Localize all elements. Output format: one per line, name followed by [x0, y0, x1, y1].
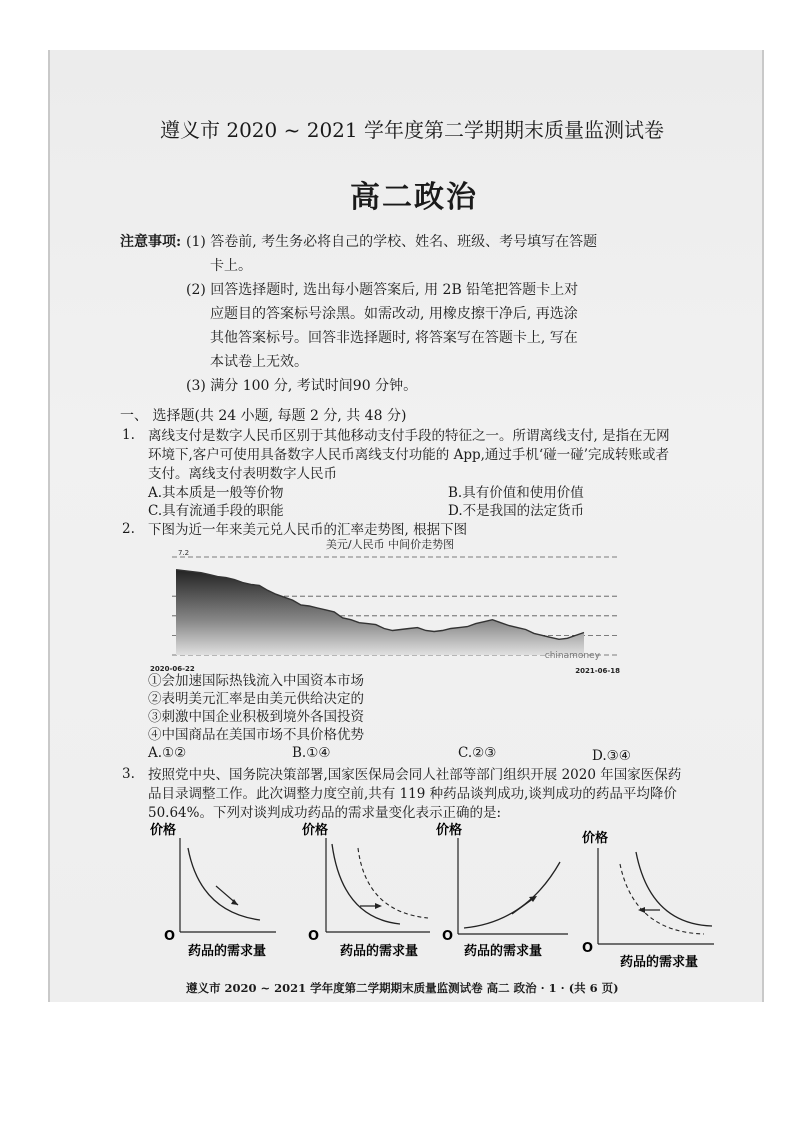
- exam-title: 遵义市 2020 ~ 2021 学年度第二学期期末质量监测试卷: [160, 118, 664, 142]
- svg-text:B: [362, 969, 371, 970]
- statement: ③刺激中国企业积极到境外各国投资: [148, 709, 364, 725]
- y-tick-label: 7.2: [178, 549, 190, 557]
- svg-text:O: O: [164, 929, 176, 944]
- page-footer: 遵义市 2020 ~ 2021 学年度第二学期期末质量监测试卷 高二 政治 · 1 · (共 6 页): [186, 981, 619, 995]
- question-number: 1.: [122, 427, 135, 443]
- note-line: (3) 满分 100 分, 考试时间90 分钟。: [186, 378, 418, 394]
- svg-text:药品的需求量: 药品的需求量: [188, 944, 267, 959]
- svg-text:价格: 价格: [436, 823, 463, 838]
- chart-area: [176, 570, 584, 655]
- demand-graph-d: [580, 828, 720, 978]
- x-end-label: 2021-06-18: [575, 667, 620, 675]
- option-d: D.不是我国的法定货币: [448, 503, 585, 519]
- question-text: 环境下,客户可使用具备数字人民币离线支付功能的 App,通过手机‘碰一碰’完成转账或者: [148, 447, 669, 463]
- option-b: B.具有价值和使用价值: [448, 485, 584, 501]
- svg-text:价格: 价格: [582, 831, 609, 846]
- statement: ④中国商品在美国市场不具价格优势: [148, 727, 364, 743]
- question-text: 下图为近一年来美元兑人民币的汇率走势图, 根据下图: [148, 522, 468, 538]
- question-text: 按照党中央、国务院决策部署,国家医保局会同人社部等部门组织开展 2020 年国家医保药: [148, 767, 682, 783]
- note-line: 本试卷上无效。: [210, 354, 308, 370]
- question-text: 50.64%。下列对谈判成功药品的需求量变化表示正确的是:: [148, 805, 502, 821]
- note-line: (1) 答卷前, 考生务必将自己的学校、姓名、班级、考号填写在答题: [186, 234, 598, 250]
- demand-graph-b: [300, 820, 440, 970]
- demand-graph-a: [148, 820, 278, 970]
- question-text: 离线支付是数字人民币区别于其他移动支付手段的特征之一。所谓离线支付, 是指在无网: [148, 428, 670, 444]
- option-c: C.具有流通手段的职能: [148, 503, 284, 519]
- note-line: 卡上。: [210, 258, 252, 274]
- exam-paper: [48, 50, 764, 1002]
- statement: ①会加速国际热钱流入中国资本市场: [148, 673, 364, 689]
- svg-text:药品的需求量: 药品的需求量: [620, 955, 699, 970]
- chart-title: 美元/人民币 中间价走势图: [325, 538, 455, 551]
- note-line: 应题目的答案标号涂黑。如需改动, 用橡皮擦干净后, 再选涂: [210, 306, 578, 322]
- option-a: A.其本质是一般等价物: [148, 485, 284, 501]
- option-a: A.①②: [148, 745, 187, 761]
- svg-text:价格: 价格: [302, 823, 329, 838]
- note-line: (2) 回答选择题时, 选出每小题答案后, 用 2B 铅笔把答题卡上对: [186, 282, 579, 298]
- svg-text:O: O: [582, 941, 594, 956]
- chart-watermark: chinamoney: [544, 651, 600, 661]
- svg-text:O: O: [308, 929, 320, 944]
- demand-graph-c: [434, 820, 574, 970]
- option-d: D.③④: [592, 748, 631, 764]
- notes-label: 注意事项:: [120, 234, 182, 250]
- exam-subject: 高二政治: [350, 180, 478, 215]
- x-start-label: 2020-06-22: [150, 665, 195, 673]
- option-b: B.①④: [292, 745, 331, 761]
- statement: ②表明美元汇率是由美元供给决定的: [148, 691, 364, 707]
- svg-text:O: O: [442, 929, 454, 944]
- question-number: 3.: [122, 766, 135, 782]
- svg-text:价格: 价格: [150, 823, 177, 838]
- exchange-rate-chart: [150, 535, 630, 675]
- question-text: 品目录调整工作。此次调整力度空前,共有 119 种药品谈判成功,谈判成功的药品平均降价: [148, 786, 677, 802]
- question-text: 支付。离线支付表明数字人民币: [148, 466, 337, 482]
- option-c: C.②③: [458, 745, 497, 761]
- section-heading: 一、 选择题(共 24 小题, 每题 2 分, 共 48 分): [120, 408, 407, 424]
- svg-text:药品的需求量: 药品的需求量: [340, 944, 419, 959]
- svg-text:药品的需求量: 药品的需求量: [464, 944, 543, 959]
- note-line: 其他答案标号。回答非选择题时, 将答案写在答题卡上, 写在: [210, 330, 578, 346]
- question-number: 2.: [122, 521, 135, 537]
- svg-text:A: [206, 969, 215, 970]
